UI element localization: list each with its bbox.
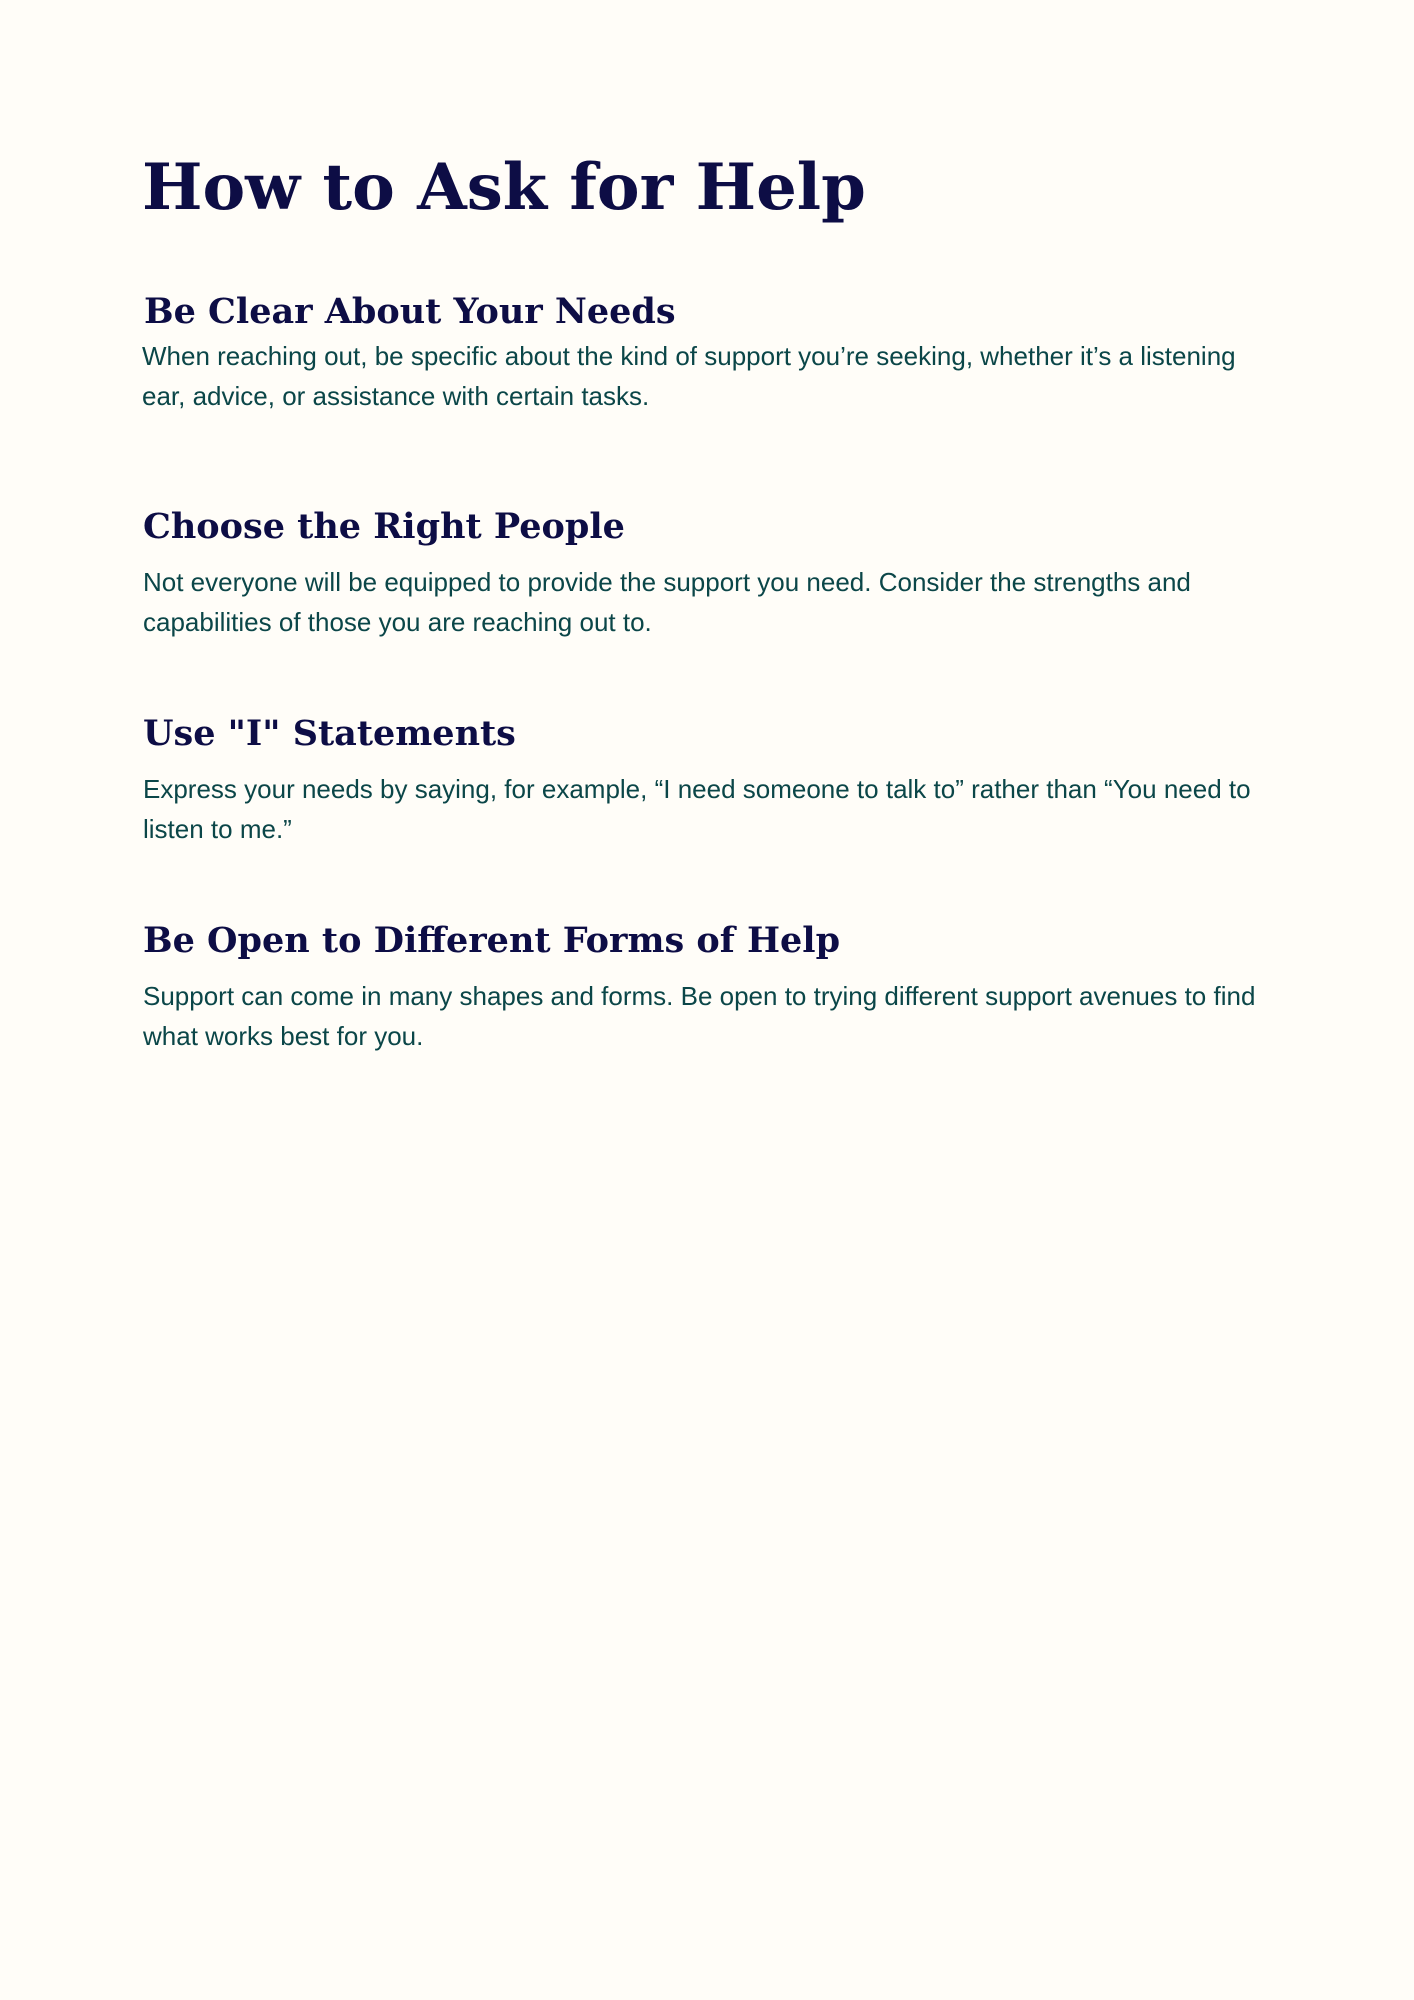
page-title: How to Ask for Help <box>142 150 866 225</box>
section-body: Support can come in many shapes and forms. Be open to trying different support avenues to find what works best for you. <box>143 981 1256 1051</box>
section-body: Not everyone will be equipped to provide the support you need. Consider the strengths and capabilities of those you are reaching out to. <box>143 567 1191 637</box>
section-heading: Choose the Right People <box>143 506 625 547</box>
section-body: When reaching out, be specific about the kind of support you’re seeking, whether it’s a listening ear, advice, or assistance with certain tasks. <box>142 341 1236 411</box>
section-i-statements <box>143 711 1283 849</box>
section-heading: Be Clear About Your Needs <box>144 291 676 332</box>
section-open-to-help <box>143 918 1283 1056</box>
section-body: Express your needs by saying, for example, “I need someone to talk to” rather than “You need to listen to me.” <box>143 774 1251 844</box>
section-choose-people <box>143 504 1283 642</box>
section-heading: Be Open to Different Forms of Help <box>143 920 841 961</box>
section-heading: Use "I" Statements <box>143 713 516 754</box>
section-be-clear <box>142 289 1282 416</box>
